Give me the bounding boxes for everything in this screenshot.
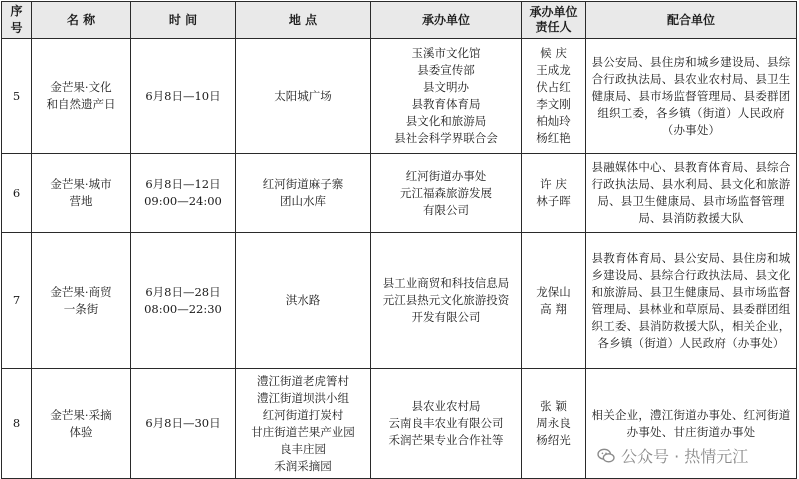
cell-cooperate: 县融媒体中心、县教育体育局、县综合行政执法局、县水利局、县文化和旅游局、县卫生健康局、县市场监督管理局、县消防救援大队 bbox=[586, 154, 797, 233]
header-location: 地 点 bbox=[236, 2, 371, 39]
cell-time-line: 6月8日—30日 bbox=[145, 416, 221, 430]
cell-organizer-line: 禾润芒果专业合作社等 bbox=[388, 433, 504, 447]
cell-name-line: 金芒果·城市 bbox=[50, 177, 112, 191]
cell-name bbox=[32, 39, 131, 154]
cell-responsible-line: 许 庆 bbox=[540, 177, 567, 191]
cell-location bbox=[236, 233, 371, 369]
cell-location-line: 澧江街道老虎箐村 bbox=[257, 373, 349, 388]
header-name: 名 称 bbox=[32, 2, 131, 39]
cell-seq: 6 bbox=[2, 154, 32, 233]
cell-location-line: 淇水路 bbox=[285, 293, 321, 307]
cell-responsible bbox=[522, 233, 586, 369]
cell-responsible-line: 周永良 bbox=[536, 416, 571, 430]
table-row bbox=[2, 154, 797, 233]
cell-location-line: 良丰庄园 bbox=[280, 441, 326, 456]
cell-name bbox=[32, 233, 131, 369]
cell-organizer-line: 县教育体育局 bbox=[411, 97, 481, 111]
cell-responsible bbox=[522, 39, 586, 154]
table-row bbox=[2, 39, 797, 154]
header-responsible: 承办单位责任人 bbox=[522, 2, 586, 39]
watermark-text: 公众号 · 热情元江 bbox=[621, 447, 749, 466]
cell-seq: 7 bbox=[2, 233, 32, 369]
cell-name-line: 体验 bbox=[69, 424, 93, 439]
cell-time-line: 6月8日—28日 bbox=[145, 284, 221, 299]
cell-name-line: 营地 bbox=[69, 194, 93, 208]
cell-organizer-line: 县农业农村局 bbox=[411, 399, 481, 413]
cell-responsible-line: 候 庆 bbox=[540, 46, 567, 60]
cell-cooperate: 相关企业，澧江街道办事处、红河街道办事处、甘庄街道办事处 bbox=[586, 369, 797, 479]
cell-responsible-line: 柏灿玲 bbox=[536, 114, 571, 128]
cell-responsible bbox=[522, 154, 586, 233]
cell-responsible-line: 伏占红 bbox=[536, 80, 571, 94]
cell-organizer-line: 开发有限公司 bbox=[411, 310, 481, 324]
cell-organizer-line: 县工业商贸和科技信息局 bbox=[382, 276, 510, 290]
cell-responsible-line: 杨红艳 bbox=[536, 131, 571, 145]
cell-responsible-line: 高 翔 bbox=[540, 301, 567, 316]
cell-organizer-line: 玉溪市文化馆 bbox=[411, 46, 481, 60]
cell-organizer-line: 元江县热元文化旅游投资 bbox=[382, 293, 510, 307]
cell-responsible-line: 龙保山 bbox=[536, 284, 571, 299]
cell-location-line: 澧江街道坝洪小组 bbox=[257, 390, 349, 405]
cell-seq: 5 bbox=[2, 39, 32, 154]
cell-organizer-line: 县社会科学界联合会 bbox=[394, 131, 498, 145]
cell-organizer bbox=[371, 154, 522, 233]
cell-name bbox=[32, 369, 131, 479]
cell-responsible-line: 林子晖 bbox=[536, 194, 571, 208]
cell-responsible-line: 王成龙 bbox=[536, 63, 571, 77]
cell-location-line: 红河街道打炭村 bbox=[262, 407, 344, 422]
cell-organizer-line: 云南良丰农业有限公司 bbox=[388, 416, 504, 430]
cell-name-line: 金芒果·文化 bbox=[50, 80, 112, 94]
cell-location bbox=[236, 369, 371, 479]
cell-location-line: 太阳城广场 bbox=[274, 88, 332, 103]
cell-time bbox=[131, 369, 236, 479]
cell-responsible-line: 杨绍光 bbox=[536, 433, 571, 447]
cell-responsible-line: 张 颖 bbox=[540, 399, 567, 413]
cell-location-line: 红河街道麻子寨 bbox=[262, 177, 344, 191]
cell-responsible-line: 李文刚 bbox=[536, 97, 571, 111]
cell-location bbox=[236, 39, 371, 154]
header-seq: 序号 bbox=[2, 2, 32, 39]
cell-seq: 8 bbox=[2, 369, 32, 479]
cell-time-line: 6月8日—12日 bbox=[145, 177, 221, 191]
header-time: 时 间 bbox=[131, 2, 236, 39]
cell-time-line: 6月8日—10日 bbox=[145, 88, 221, 103]
header-organizer: 承办单位 bbox=[371, 2, 522, 39]
cell-organizer bbox=[371, 233, 522, 369]
cell-organizer-line: 县委宣传部 bbox=[417, 63, 475, 77]
cell-name-line: 和自然遗产日 bbox=[46, 97, 116, 111]
cell-time bbox=[131, 39, 236, 154]
cell-name-line: 金芒果·商贸 bbox=[50, 284, 112, 299]
cell-organizer-line: 有限公司 bbox=[423, 202, 469, 217]
cell-location-line: 团山水库 bbox=[280, 194, 326, 208]
cell-cooperate: 县教育体育局、县公安局、县住房和城乡建设局、县综合行政执法局、县文化和旅游局、县卫生健康局、县市场监督管理局、县林业和草原局、县委群团组织工委、县消防救援大队，相关企业，各乡镇（街道）人民政府（办事处） bbox=[586, 233, 797, 369]
cell-organizer-line: 县文化和旅游局 bbox=[405, 114, 487, 128]
cell-location-line: 禾润采摘园 bbox=[274, 458, 332, 473]
watermark bbox=[597, 444, 748, 467]
cell-location-line: 甘庄街道芒果产业园 bbox=[251, 424, 355, 439]
cell-cooperate: 县公安局、县住房和城乡建设局、县综合行政执法局、县农业农村局、县卫生健康局、县市场监督管理局、县委群团组织工委，各乡镇（街道）人民政府（办事处） bbox=[586, 39, 797, 154]
table-row bbox=[2, 233, 797, 369]
cell-name-line: 金芒果·采摘 bbox=[50, 407, 112, 422]
cell-time bbox=[131, 154, 236, 233]
cell-responsible bbox=[522, 369, 586, 479]
cell-organizer bbox=[371, 369, 522, 479]
cell-time-line: 09:00—24:00 bbox=[144, 194, 222, 208]
cell-organizer-line: 红河街道办事处 bbox=[405, 168, 487, 183]
cell-time-line: 08:00—22:30 bbox=[144, 301, 222, 316]
cell-location bbox=[236, 154, 371, 233]
schedule-table bbox=[1, 1, 797, 479]
header-row bbox=[2, 2, 797, 39]
header-cooperate: 配合单位 bbox=[586, 2, 797, 39]
cell-organizer-line: 县文明办 bbox=[423, 80, 469, 94]
wechat-icon bbox=[597, 448, 615, 464]
cell-name-line: 一条街 bbox=[63, 301, 99, 316]
cell-name bbox=[32, 154, 131, 233]
cell-organizer bbox=[371, 39, 522, 154]
cell-organizer-line: 元江福森旅游发展 bbox=[400, 185, 492, 200]
cell-time bbox=[131, 233, 236, 369]
